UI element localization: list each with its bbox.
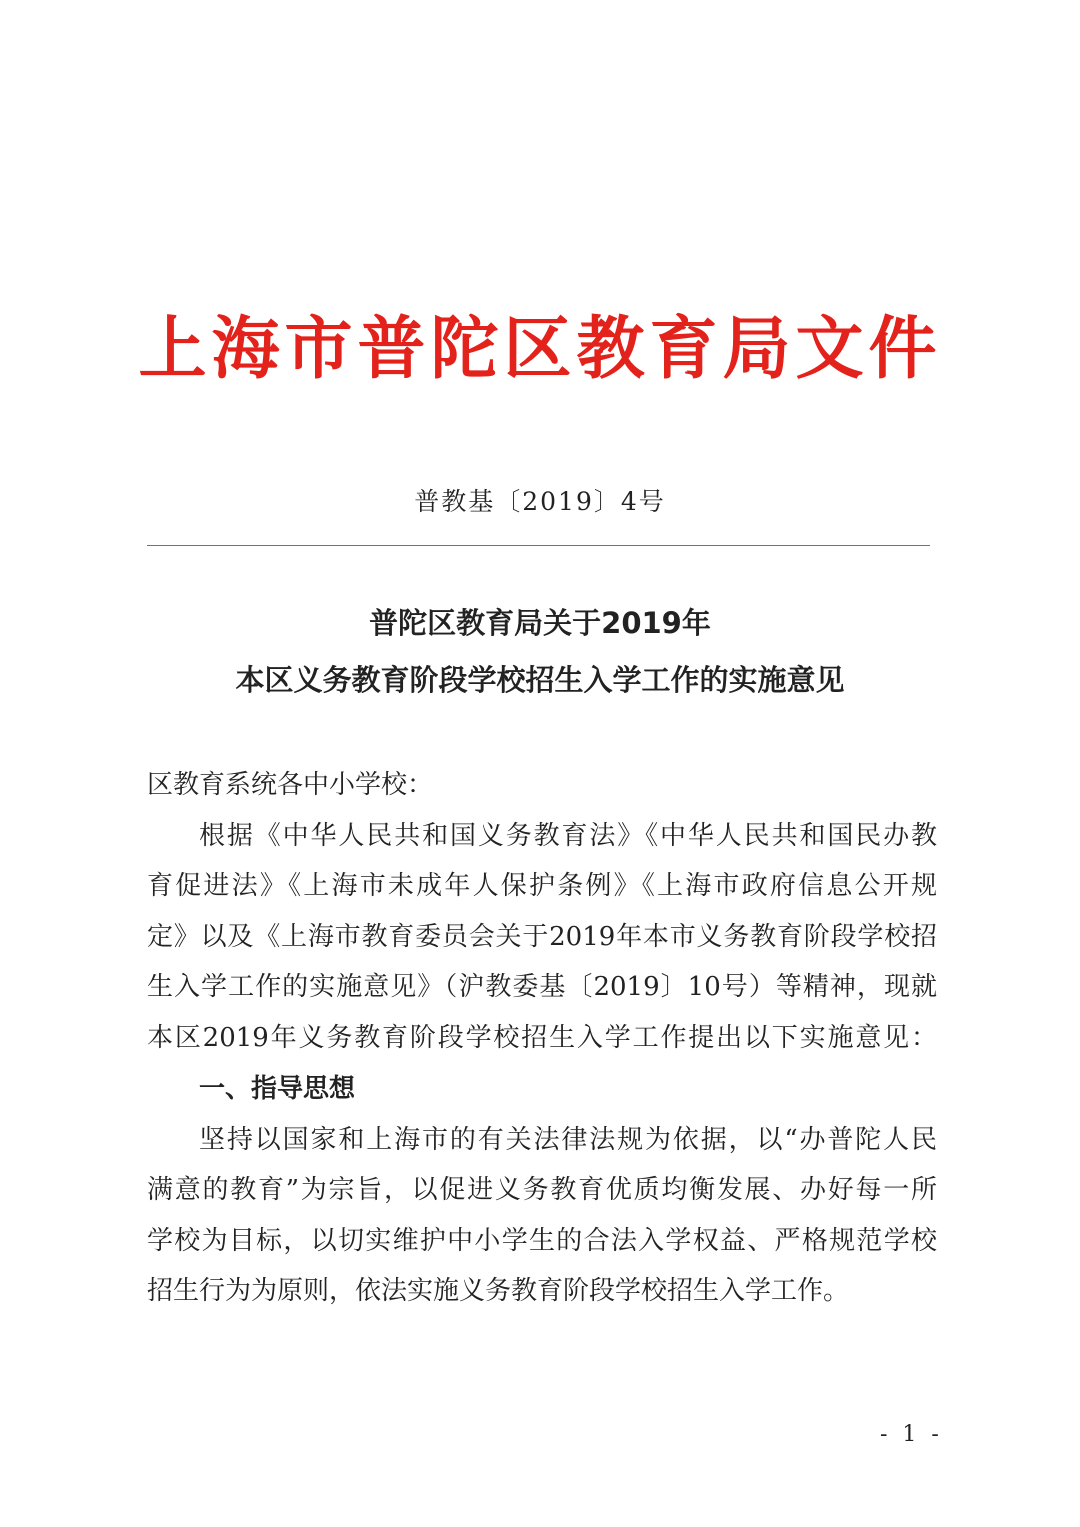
salutation: 区教育系统各中小学校： [147,770,434,800]
intro-paragraph-line: 生入学工作的实施意见》（沪教委基〔2019〕10号）等精神，现就 [147,972,937,1002]
document-title-line-2: 本区义务教育阶段学校招生入学工作的实施意见 [235,663,845,697]
section-1-paragraph-line: 满意的教育”为宗旨，以促进义务教育优质均衡发展、办好每一所 [147,1175,937,1205]
intro-paragraph-line: 本区2019年义务教育阶段学校招生入学工作提出以下实施意见： [147,1023,937,1053]
intro-paragraph-line: 育促进法》《上海市未成年人保护条例》《上海市政府信息公开规 [147,871,937,901]
section-1-heading: 一、指导思想 [199,1074,356,1104]
section-1-paragraph-line: 招生行为为原则，依法实施义务教育阶段学校招生入学工作。 [147,1276,850,1306]
red-divider-line [147,545,930,546]
section-1-paragraph-line: 学校为目标，以切实维护中小学生的合法入学权益、严格规范学校 [147,1226,937,1256]
page-number: - 1 - [880,1422,943,1447]
document-number: 普教基〔2019〕4号 [414,487,666,516]
document-title-line-1: 普陀区教育局关于2019年 [369,606,711,640]
document-masthead: 上海市普陀区教育局文件 [138,310,942,389]
intro-paragraph-line: 定》以及《上海市教育委员会关于2019年本市义务教育阶段学校招 [147,922,937,952]
section-1-paragraph-line: 坚持以国家和上海市的有关法律法规为依据，以“办普陀人民 [199,1125,937,1155]
intro-paragraph-line: 根据《中华人民共和国义务教育法》《中华人民共和国民办教 [199,821,937,851]
